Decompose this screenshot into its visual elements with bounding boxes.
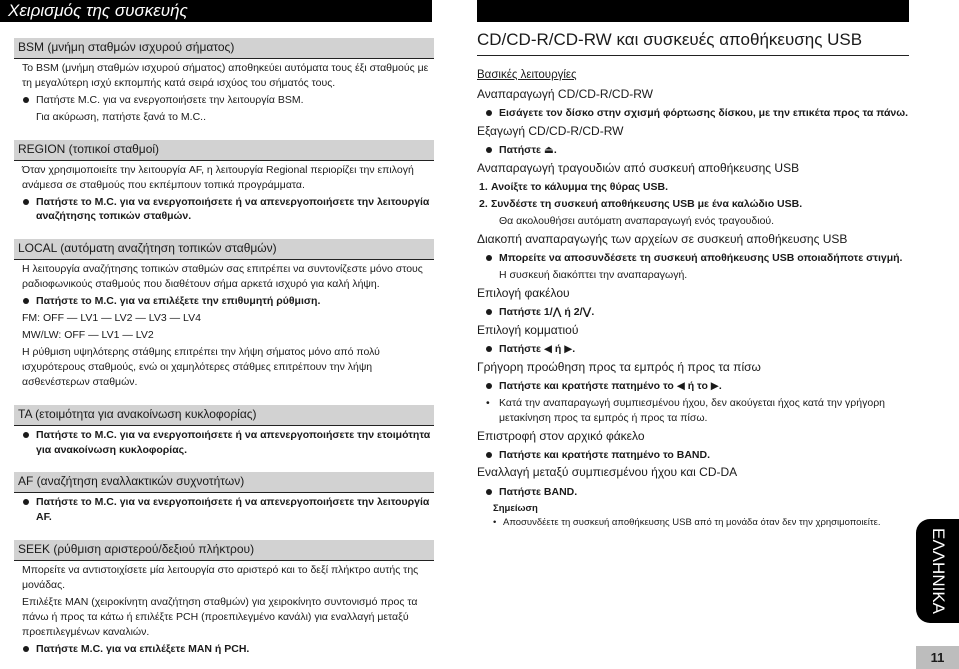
usb-stop-heading: Διακοπή αναπαραγωγής των αρχείων σε συσκευή αποθήκευσης USB <box>477 232 848 247</box>
section-heading-bsm: BSM (μνήμη σταθμών ισχυρού σήματος) <box>14 38 434 59</box>
chapter-title: CD/CD-R/CD-RW και συσκευές αποθήκευσης USB <box>477 28 909 56</box>
usb-stop-note: Η συσκευή διακόπτει την αναπαραγωγή. <box>499 269 688 282</box>
left-column <box>14 38 434 659</box>
fast-forward-heading: Γρήγορη προώθηση προς τα εμπρός ή προς τα πίσω <box>477 359 761 374</box>
seek-description-2: Επιλέξτε MAN (χειροκίνητη αναζήτηση σταθμών) για χειροκίνητο συντονισμό προς τα πάνω ή προς τα κάτω ή επιλέξτε PCH (προεπιλεγμένο κανάλι) για εναλλαγή μεταξύ προεπιλεγμένων καναλιών. <box>22 596 418 638</box>
header-bar-right <box>477 0 909 22</box>
seek-description: Μπορείτε να αντιστοιχίσετε μία λειτουργία στο αριστερό και το δεξί πλήκτρο αυτής της μονάδας. <box>22 564 419 592</box>
fast-forward-instruction: Πατήστε και κρατήστε πατημένο το ◀ ή το ▶. <box>477 379 909 394</box>
language-tab <box>916 519 959 623</box>
section-heading-af: AF (αναζήτηση εναλλακτικών συχνοτήτων) <box>14 472 434 493</box>
page-number: 11 <box>916 646 959 669</box>
step-text: Ανοίξτε το κάλυμμα της θύρας USB. <box>491 181 669 194</box>
right-column <box>477 26 909 529</box>
section-heading-local: LOCAL (αυτόματη αναζήτηση τοπικών σταθμών) <box>14 239 434 260</box>
basic-operations-heading: Βασικές λειτουργίες <box>477 69 577 82</box>
track-heading: Επιλογή κομματιού <box>477 322 579 337</box>
switch-audio-instruction: Πατήστε BAND. <box>477 485 909 500</box>
seek-instruction: Πατήστε M.C. για να επιλέξετε MAN ή PCH. <box>14 642 434 657</box>
eject-instruction: Πατήστε ⏏. <box>477 143 909 158</box>
section-heading-ta: TA (ετοιμότητα για ανακοίνωση κυκλοφορίας) <box>14 405 434 426</box>
usb-step-1 <box>477 180 909 195</box>
local-description: Η λειτουργία αναζήτησης τοπικών σταθμών σας επιτρέπει να συντονίζεστε μόνο στους ραδιοφωνικούς σταθμούς που διαθέτουν σήμα αρκετά ισχυρό για καλή λήψη. <box>22 263 423 291</box>
root-folder-heading: Επιστροφή στον αρχικό φάκελο <box>477 428 645 443</box>
bsm-instruction: Πατήστε M.C. για να ενεργοποιήσετε την λειτουργία BSM. <box>14 93 434 108</box>
region-description: Όταν χρησιμοποιείτε την λειτουργία AF, η λειτουργία Regional περιορίζει την επιλογή ανάμεσα σε σταθμούς που εκπέμπουν τοπικά προγράμματα. <box>22 163 414 191</box>
eject-heading: Εξαγωγή CD/CD-R/CD-RW <box>477 124 624 139</box>
step-number: 1. <box>479 181 488 194</box>
play-cd-instruction: Εισάγετε τον δίσκο στην σχισμή φόρτωσης δίσκου, με την επικέτα προς τα πάνω. <box>477 106 909 121</box>
local-level-note: Η ρύθμιση υψηλότερης στάθμης επιτρέπει την λήψη σήματος μόνο από πολύ ισχυρότερους σταθμούς, ενώ οι χαμηλότερες στάθμες επιτρέπουν την λήψη ασθενέστερων σταθμών. <box>22 345 380 388</box>
notes-item: • Αποσυνδέετε τη συσκευή αποθήκευσης USB από τη μονάδα όταν δεν την χρησιμοποιείτε. <box>477 516 909 529</box>
bsm-description: Το BSM (μνήμη σταθμών ισχυρού σήματος) αποθηκεύει αυτόματα τους έξι σταθμούς με τη μεγαλύτερη ισχύ εκπομπής κατά σειρά ισχύος του σήματός τους. <box>22 62 429 89</box>
af-instruction: Πατήστε το M.C. για να ενεργοποιήσετε ή να απενεργοποιήσετε την λειτουργία AF. <box>14 495 434 525</box>
language-tab-label: ΕΛΛΗΝΙΚΑ <box>928 527 948 615</box>
local-fm-levels: FM: OFF — LV1 — LV2 — LV3 — LV4 <box>22 312 201 325</box>
local-mwlw-levels: MW/LW: OFF — LV1 — LV2 <box>22 328 154 341</box>
region-instruction: Πατήστε το M.C. για να ενεργοποιήσετε ή να απενεργοποιήσετε την λειτουργία αναζήτησης τοπικών σταθμών. <box>14 195 434 225</box>
section-heading-region: REGION (τοπικοί σταθμοί) <box>14 140 434 161</box>
folder-instruction: Πατήστε 1/⋀ ή 2/⋁. <box>477 305 909 320</box>
page-header <box>0 0 432 22</box>
fast-forward-note: • Κατά την αναπαραγωγή συμπιεσμένου ήχου, δεν ακούγεται ήχος κατά την γρήγορη μετακίνηση προς τα εμπρός ή προς τα πίσω. <box>477 396 909 426</box>
ta-instruction: Πατήστε το M.C. για να ενεργοποιήσετε ή να απενεργοποιήσετε την ετοιμότητα για ανακοίνωση κυκλοφορίας. <box>14 428 434 458</box>
section-heading-seek: SEEK (ρύθμιση αριστερού/δεξιού πλήκτρου) <box>14 540 434 561</box>
usb-step-2-note: Θα ακολουθήσει αυτόματη αναπαραγωγή ενός τραγουδιού. <box>499 215 775 228</box>
usb-step-2 <box>477 197 909 212</box>
step-number: 2. <box>479 198 488 211</box>
track-instruction: Πατήστε ◀ ή ▶. <box>477 342 909 357</box>
usb-play-heading: Αναπαραγωγή τραγουδιών από συσκευή αποθήκευσης USB <box>477 161 800 176</box>
switch-audio-heading: Εναλλαγή μεταξύ συμπιεσμένου ήχου και CD-DA <box>477 465 738 480</box>
folder-heading: Επιλογή φακέλου <box>477 285 570 300</box>
page-title: Χειρισμός της συσκευής <box>8 1 188 20</box>
usb-stop-instruction: Μπορείτε να αποσυνδέσετε τη συσκευή αποθήκευσης USB οποιαδήποτε στιγμή. <box>477 251 909 266</box>
local-instruction: Πατήστε το M.C. για να επιλέξετε την επιθυμητή ρύθμιση. <box>14 294 434 309</box>
notes-heading: Σημείωση <box>493 503 538 515</box>
play-cd-heading: Αναπαραγωγή CD/CD-R/CD-RW <box>477 87 654 102</box>
step-text: Συνδέστε τη συσκευή αποθήκευσης USB με ένα καλώδιο USB. <box>491 198 803 211</box>
root-folder-instruction: Πατήστε και κρατήστε πατημένο το BAND. <box>477 448 909 463</box>
bsm-cancel-note: Για ακύρωση, πατήστε ξανά το M.C.. <box>36 110 206 123</box>
